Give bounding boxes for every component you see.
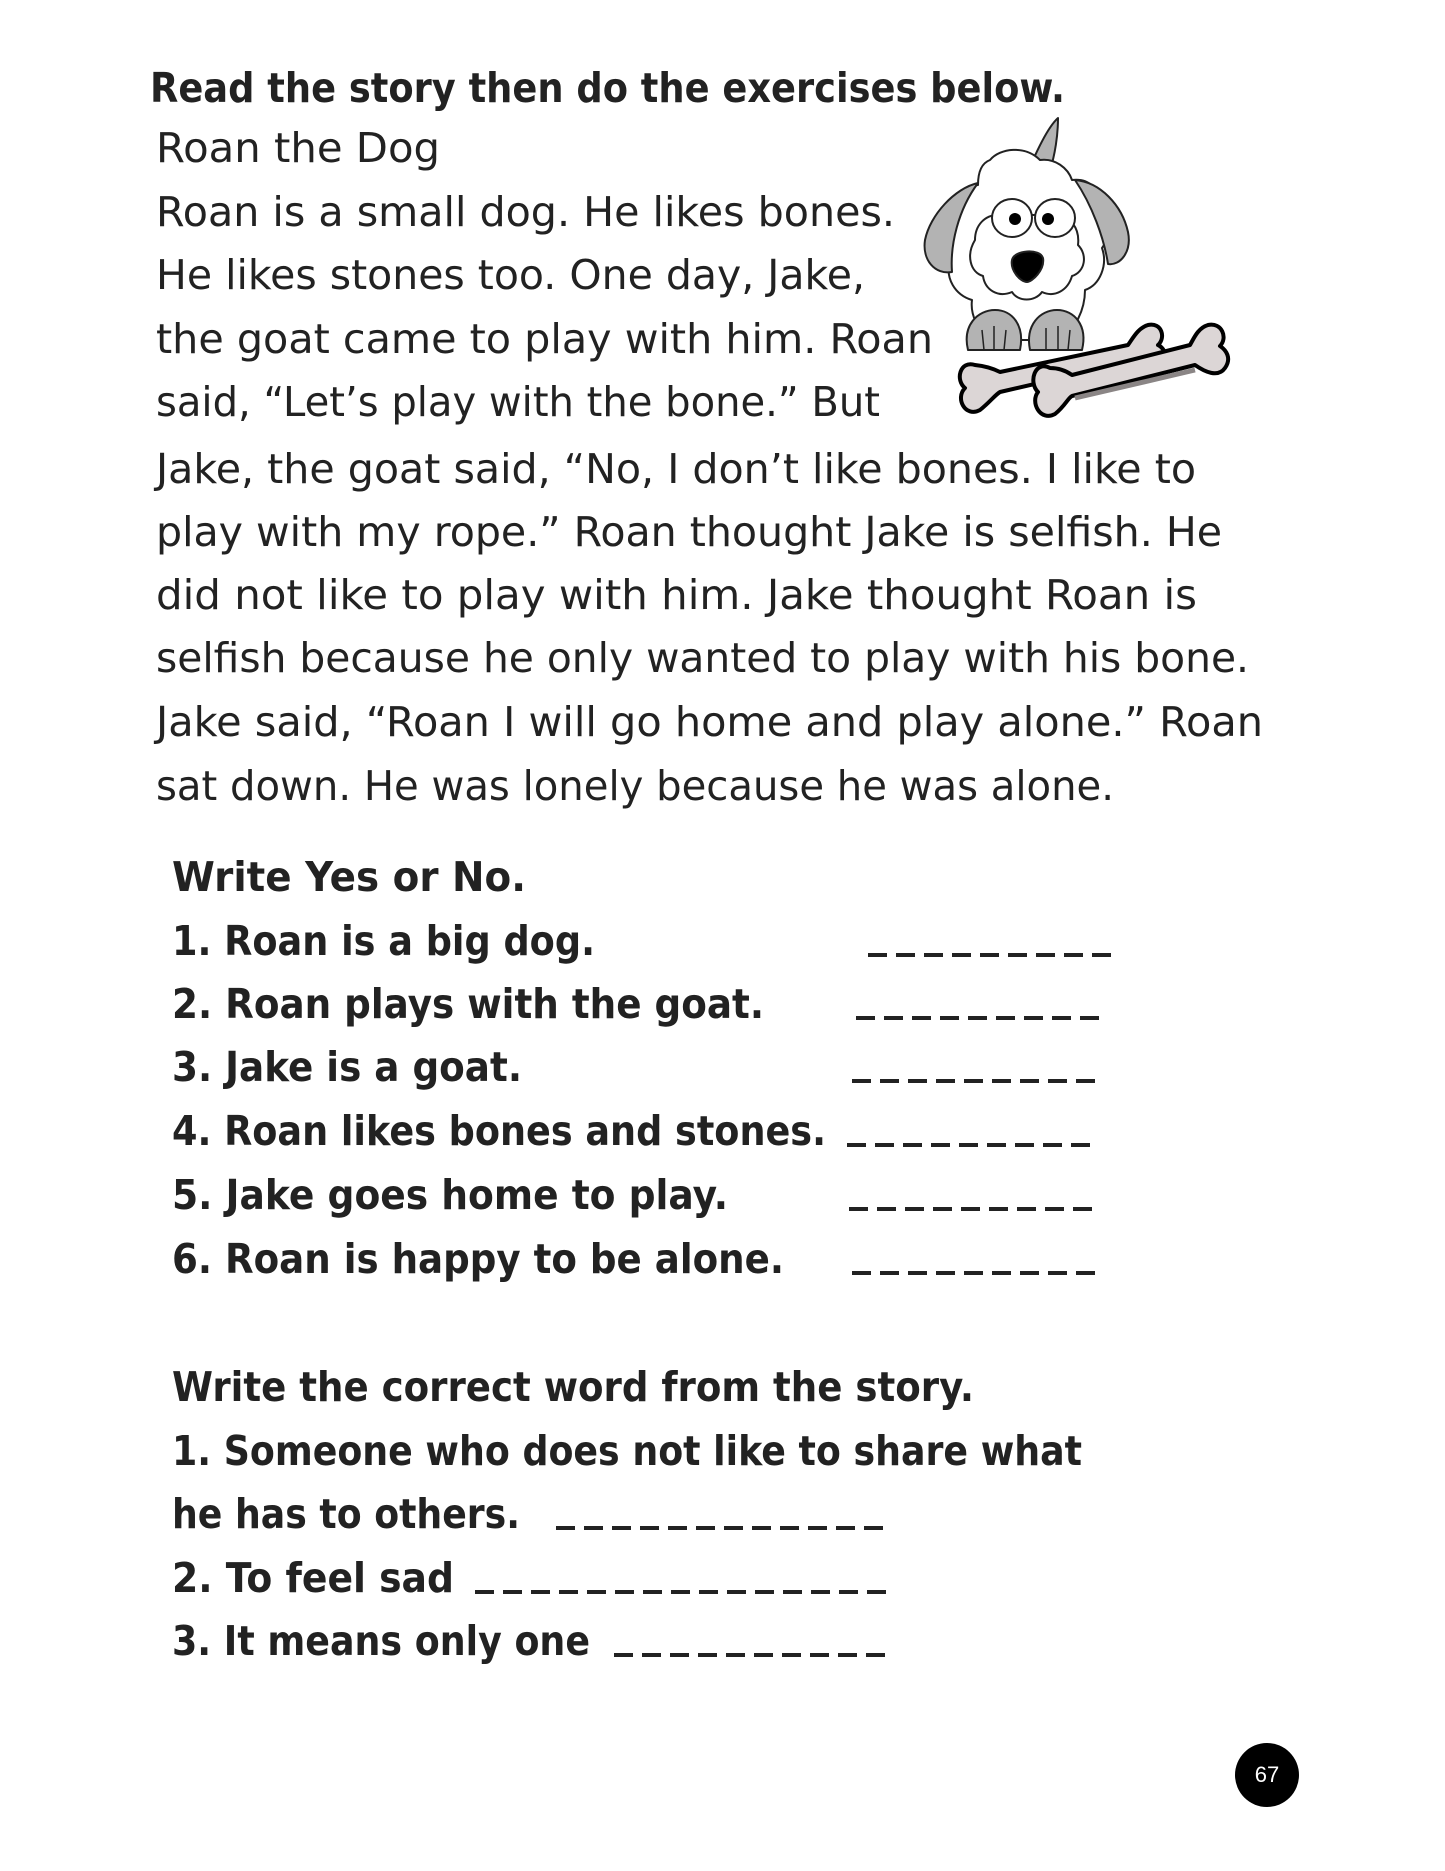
question-text: 4. Roan likes bones and stones. <box>172 1107 826 1155</box>
story-line: Jake said, “Roan I will go home and play alone.” Roan <box>152 698 1264 746</box>
story-line: Jake, the goat said, “No, I don’t like bones. I like to <box>152 445 1197 493</box>
story-line: the goat came to play with him. Roan <box>156 315 933 363</box>
yes-no-heading: Write Yes or No. <box>172 853 526 901</box>
question-text: 2. Roan plays with the goat. <box>172 980 764 1028</box>
story-line: Roan is a small dog. He likes bones. <box>156 188 895 236</box>
vocab-question-text: 3. It means only one <box>172 1617 590 1665</box>
vocab-heading: Write the correct word from the story. <box>172 1363 974 1411</box>
story-title: Roan the Dog <box>156 124 440 172</box>
story-line: did not like to play with him. Jake thought Roan is <box>156 571 1197 619</box>
dog-eye-icon <box>1035 199 1075 237</box>
story-line: said, “Let’s play with the bone.” But <box>156 378 880 426</box>
instruction-heading: Read the story then do the exercises below. <box>150 64 1065 112</box>
story-line: sat down. He was lonely because he was alone. <box>156 762 1114 810</box>
story-line: play with my rope.” Roan thought Jake is selfish. He <box>156 508 1222 556</box>
page-number-badge: 67 <box>1235 1743 1299 1807</box>
question-text: 3. Jake is a goat. <box>172 1043 522 1091</box>
question-text: 6. Roan is happy to be alone. <box>172 1235 784 1283</box>
story-line: selfish because he only wanted to play with his bone. <box>156 634 1249 682</box>
vocab-question-text: 1. Someone who does not like to share what <box>172 1427 1082 1475</box>
question-text: 1. Roan is a big dog. <box>172 917 595 965</box>
vocab-question-text: 2. To feel sad <box>172 1554 454 1602</box>
question-text: 5. Jake goes home to play. <box>172 1171 728 1219</box>
vocab-question-text-continued: he has to others. <box>172 1490 520 1538</box>
story-line: He likes stones too. One day, Jake, <box>156 251 865 299</box>
